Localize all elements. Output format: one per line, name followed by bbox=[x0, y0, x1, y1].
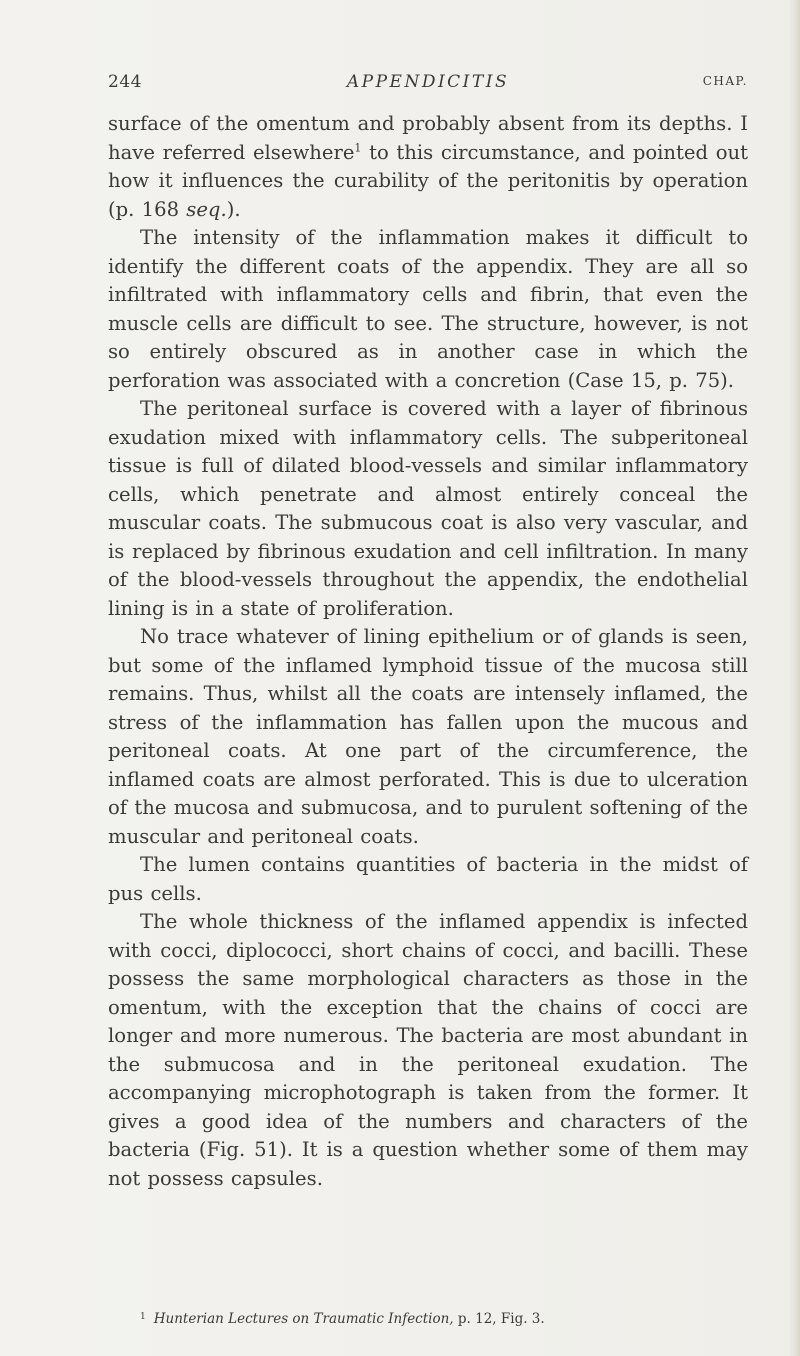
body-text bbox=[108, 110, 748, 1193]
footnote bbox=[140, 1308, 740, 1328]
footnote-title: Hunterian Lectures on Traumatic Infection, bbox=[153, 1311, 454, 1327]
paragraph-2: The intensity of the inflammation makes it difficult to identify the different coats of the appendix. They are all so infiltrated with inflammatory cells and fibrin, that even the muscle cells are difficult to see. The structure, however, is not so entirely obscured as in another case in which the perforation was associated with a concretion (Case 15, p. 75). bbox=[108, 226, 748, 392]
chapter-label: CHAP. bbox=[702, 74, 748, 88]
paragraph-1-text-end: ). bbox=[226, 197, 241, 221]
page-header bbox=[108, 72, 748, 96]
paragraph-1-text: surface of the omentum and probably absent from its depths. I have referred elsewhere bbox=[108, 112, 748, 164]
paragraph-1-text-cont: to this circumstance, and pointed out how it influences the curability of the peritonitis by operation (p. 168 bbox=[108, 140, 748, 221]
running-title: APPENDICITIS bbox=[346, 72, 510, 92]
paragraph-3: The peritoneal surface is covered with a layer of fibrinous exudation mixed with inflammatory cells. The subperitoneal tissue is full of dilated blood-vessels and similar inflammatory cells, which penetrate and almost entirely conceal the muscular coats. The submucous coat is also very vascular, and is replaced by fibrinous exudation and cell infiltration. In many of the blood-vessels throughout the appendix, the endothelial lining is in a state of proliferation. bbox=[108, 397, 748, 620]
paragraph-1-italic: seq. bbox=[186, 197, 227, 221]
paragraph-6: The whole thickness of the inflamed appendix is infected with cocci, diplococci, short chains of cocci, and bacilli. These possess the same morphological characters as those in the omentum, with the exception that the chains of cocci are longer and more numerous. The bacteria are most abundant in the submucosa and in the peritoneal exudation. The accompanying microphotograph is taken from the former. It gives a good idea of the numbers and characters of the bacteria (Fig. 51). It is a question whether some of them may not possess capsules. bbox=[108, 910, 748, 1190]
paragraph-1 bbox=[108, 110, 748, 224]
paragraph-4: No trace whatever of lining epithelium or of glands is seen, but some of the inflamed lymphoid tissue of the mucosa still remains. Thus, whilst all the coats are intensely inflamed, the stress of the inflammation has fallen upon the mucous and peritoneal coats. At one part of the circumference, the inflamed coats are almost perforated. This is due to ulceration of the mucosa and submucosa, and to purulent softening of the muscular and peritoneal coats. bbox=[108, 625, 748, 848]
page-number: 244 bbox=[108, 72, 142, 92]
footnote-reference: 1 bbox=[354, 140, 362, 154]
page-edge-shadow bbox=[788, 0, 800, 1356]
paragraph-5: The lumen contains quantities of bacteria in the midst of pus cells. bbox=[108, 853, 748, 905]
footnote-rest: p. 12, Fig. 3. bbox=[453, 1311, 545, 1327]
footnote-mark: 1 bbox=[140, 1312, 146, 1322]
